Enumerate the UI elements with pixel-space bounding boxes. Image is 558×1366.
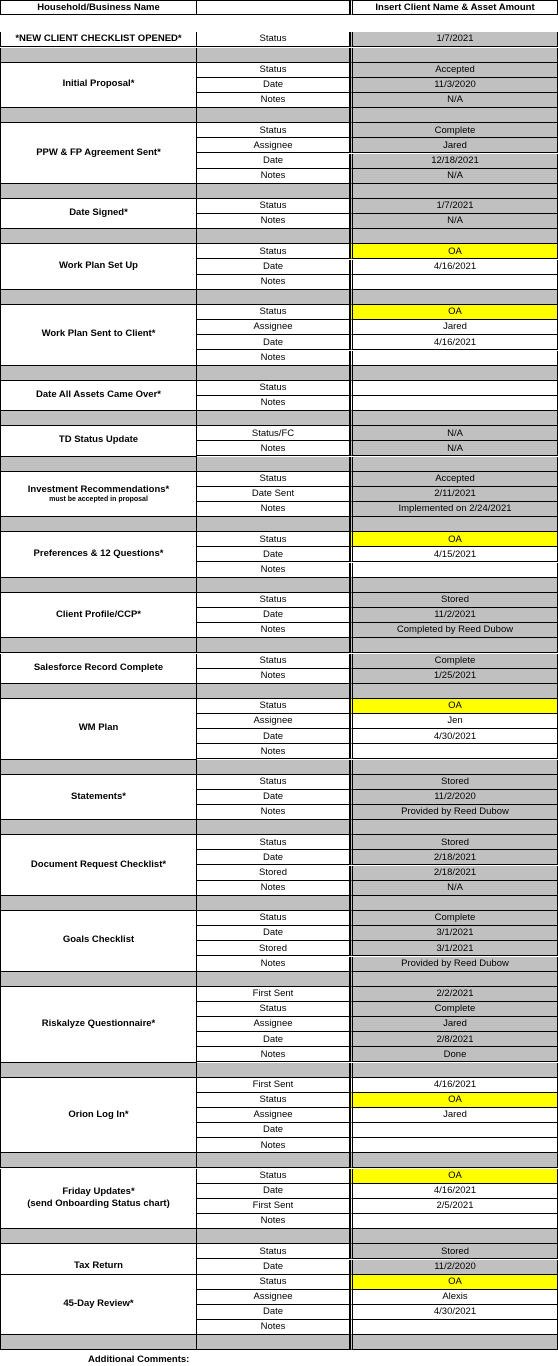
field-name-cell[interactable]: Notes [197, 1320, 350, 1335]
field-value-cell[interactable]: 4/16/2021 [350, 335, 558, 350]
field-value-cell[interactable]: 4/16/2021 [350, 260, 558, 275]
separator-cell [350, 638, 558, 653]
separator-row [0, 638, 558, 653]
separator-row [0, 684, 558, 699]
separator-cell [0, 684, 197, 699]
field-name-cell[interactable]: First Sent [197, 1078, 350, 1093]
field-name-cell[interactable]: Date Sent [197, 487, 350, 502]
field-value-cell[interactable]: Provided by Reed Dubow [350, 957, 558, 972]
field-value-cell[interactable] [350, 563, 558, 578]
field-name-cell[interactable]: Date [197, 1260, 350, 1275]
separator-cell [0, 638, 197, 653]
section-label[interactable] [0, 305, 197, 366]
field-name-cell[interactable]: Date [197, 1032, 350, 1047]
field-name-cell[interactable]: Date [197, 1305, 350, 1320]
checklist-opened-field[interactable]: Status [197, 32, 350, 47]
field-value-cell[interactable]: Stored [350, 1244, 558, 1259]
field-value-cell[interactable]: Completed by Reed Dubow [350, 623, 558, 638]
field-value-cell[interactable]: 1/7/2021 [350, 199, 558, 214]
field-value-cell[interactable]: 4/15/2021 [350, 547, 558, 562]
section-label[interactable] [0, 532, 197, 577]
separator-cell [197, 366, 350, 381]
field-value-cell[interactable]: N/A [350, 93, 558, 108]
field-value-cell[interactable]: 2/2/2021 [350, 987, 558, 1002]
field-name-cell[interactable]: Assignee [197, 138, 350, 153]
field-name-cell[interactable]: First Sent [197, 987, 350, 1002]
separator-cell [0, 411, 197, 426]
section-label[interactable] [0, 1169, 197, 1230]
field-value-cell[interactable]: OA [350, 305, 558, 320]
field-value-cell[interactable]: N/A [350, 426, 558, 441]
field-value-cell[interactable]: Implemented on 2/24/2021 [350, 502, 558, 517]
separator-cell [0, 972, 197, 987]
separator-cell [0, 1229, 197, 1244]
field-value-cell[interactable]: Accepted [350, 472, 558, 487]
field-name-cell[interactable]: Notes [197, 1138, 350, 1153]
separator-cell [0, 760, 197, 775]
header-household-name[interactable]: Household/Business Name [0, 0, 197, 15]
separator-cell [0, 366, 197, 381]
separator-cell [350, 457, 558, 472]
field-name-cell[interactable]: Date [197, 1184, 350, 1199]
checklist-opened-row [0, 32, 558, 47]
field-name-cell[interactable]: Notes [197, 502, 350, 517]
separator-cell [0, 1335, 197, 1350]
separator-row [0, 229, 558, 244]
separator-row [0, 1063, 558, 1078]
separator-cell [0, 457, 197, 472]
separator-cell [350, 578, 558, 593]
field-value-cell[interactable]: 2/18/2021 [350, 866, 558, 881]
field-name-cell[interactable]: Notes [197, 744, 350, 759]
separator-cell [350, 517, 558, 532]
field-value-cell[interactable]: N/A [350, 214, 558, 229]
field-value-cell[interactable] [350, 1138, 558, 1153]
field-name-cell[interactable]: Date [197, 260, 350, 275]
section-title: Riskalyze Questionnaire* [41, 1017, 156, 1029]
field-name-cell[interactable]: Notes [197, 214, 350, 229]
field-value-cell[interactable]: Stored [350, 835, 558, 850]
separator-cell [197, 1063, 350, 1078]
checklist-opened-label[interactable]: *NEW CLIENT CHECKLIST OPENED* [0, 32, 197, 47]
field-value-cell[interactable]: Complete [350, 911, 558, 926]
field-name-cell[interactable]: Date [197, 790, 350, 805]
section-title: Document Request Checklist* [30, 858, 167, 870]
field-value-cell[interactable]: 3/1/2021 [350, 941, 558, 956]
section-label[interactable] [0, 775, 197, 820]
separator-cell [0, 1063, 197, 1078]
section-title: Work Plan Set Up [58, 260, 138, 272]
separator-cell [350, 820, 558, 835]
field-value-cell[interactable]: Done [350, 1047, 558, 1062]
section-title: Statements* [71, 790, 126, 802]
field-name-cell[interactable]: Notes [197, 563, 350, 578]
field-name-cell[interactable]: Status [197, 699, 350, 714]
separator-cell [0, 184, 197, 199]
field-name-cell[interactable]: Status [197, 1275, 350, 1290]
field-value-cell[interactable] [350, 381, 558, 396]
field-name-cell[interactable]: Notes [197, 396, 350, 411]
field-value-cell[interactable]: Jared [350, 1017, 558, 1032]
field-value-cell[interactable]: Provided by Reed Dubow [350, 805, 558, 820]
section-label[interactable] [0, 472, 197, 517]
separator-cell [350, 411, 558, 426]
field-name-cell[interactable]: Status [197, 244, 350, 259]
field-value-cell[interactable]: Jared [350, 138, 558, 153]
field-value-cell[interactable]: 4/16/2021 [350, 1078, 558, 1093]
field-name-cell[interactable]: Status [197, 305, 350, 320]
field-value-cell[interactable]: N/A [350, 441, 558, 456]
field-value-cell[interactable]: OA [350, 1275, 558, 1290]
separator-cell [197, 108, 350, 123]
separator-row [0, 760, 558, 775]
section-label[interactable] [0, 1078, 197, 1154]
field-name-cell[interactable]: Notes [197, 805, 350, 820]
section-label[interactable] [0, 1275, 197, 1336]
separator-cell [0, 820, 197, 835]
separator-cell [197, 229, 350, 244]
field-value-cell[interactable] [350, 275, 558, 290]
field-value-cell[interactable]: N/A [350, 169, 558, 184]
field-value-cell[interactable]: Complete [350, 1002, 558, 1017]
separator-row [0, 820, 558, 835]
field-value-cell[interactable]: OA [350, 1093, 558, 1108]
field-name-cell[interactable]: Notes [197, 275, 350, 290]
section-title: Salesforce Record Complete [33, 661, 164, 673]
field-value-cell[interactable] [350, 744, 558, 759]
field-name-cell[interactable]: Status [197, 775, 350, 790]
field-name-cell[interactable]: Stored [197, 941, 350, 956]
separator-cell [197, 184, 350, 199]
section-label[interactable] [0, 426, 197, 456]
separator-cell [350, 366, 558, 381]
field-value-cell[interactable]: Jared [350, 1108, 558, 1123]
separator-row [0, 290, 558, 305]
section-title: Friday Updates* [62, 1185, 135, 1197]
section-label[interactable] [0, 699, 197, 760]
field-value-cell[interactable]: OA [350, 1169, 558, 1184]
section-subtitle: (send Onboarding Status chart) [27, 1198, 170, 1210]
field-name-cell[interactable]: Assignee [197, 1290, 350, 1305]
field-value-cell[interactable]: OA [350, 244, 558, 259]
separator-cell [0, 517, 197, 532]
separator-cell [197, 1153, 350, 1168]
section-title: Date All Assets Came Over* [36, 389, 161, 401]
separator-cell [0, 108, 197, 123]
separator-row [0, 184, 558, 199]
section-title: Investment Recommendations* [27, 483, 170, 495]
field-value-cell[interactable]: Jared [350, 320, 558, 335]
header-row [0, 0, 558, 15]
field-name-cell[interactable]: Date [197, 154, 350, 169]
separator-cell [350, 1153, 558, 1168]
separator-cell [197, 972, 350, 987]
separator-row [0, 972, 558, 987]
separator-cell [0, 229, 197, 244]
separator-row [0, 48, 558, 63]
separator-cell [197, 760, 350, 775]
separator-cell [197, 1229, 350, 1244]
section-label[interactable] [0, 654, 197, 684]
section-title: Goals Checklist [62, 934, 135, 946]
separator-cell [350, 229, 558, 244]
section-label[interactable] [0, 381, 197, 411]
section-label[interactable] [0, 835, 197, 896]
field-name-cell[interactable]: Assignee [197, 1017, 350, 1032]
field-value-cell[interactable]: OA [350, 532, 558, 547]
field-value-cell[interactable]: 4/16/2021 [350, 1184, 558, 1199]
separator-cell [350, 184, 558, 199]
separator-cell [350, 1335, 558, 1350]
field-value-cell[interactable]: 2/5/2021 [350, 1199, 558, 1214]
separator-row [0, 108, 558, 123]
separator-cell [350, 896, 558, 911]
field-name-cell[interactable]: Notes [197, 623, 350, 638]
separator-cell [350, 972, 558, 987]
field-name-cell[interactable]: Notes [197, 351, 350, 366]
checklist-opened-value[interactable]: 1/7/2021 [350, 32, 558, 47]
field-value-cell[interactable]: N/A [350, 881, 558, 896]
field-name-cell[interactable]: Date [197, 729, 350, 744]
separator-row [0, 1335, 558, 1350]
separator-cell [0, 290, 197, 305]
section-label[interactable] [0, 63, 197, 108]
field-value-cell[interactable] [350, 396, 558, 411]
field-value-cell[interactable]: 4/30/2021 [350, 729, 558, 744]
field-name-cell[interactable]: Date [197, 926, 350, 941]
separator-cell [0, 578, 197, 593]
separator-cell [0, 896, 197, 911]
field-name-cell[interactable]: Status [197, 911, 350, 926]
field-value-cell[interactable]: 11/2/2021 [350, 608, 558, 623]
field-name-cell[interactable]: Status [197, 123, 350, 138]
field-name-cell[interactable]: Notes [197, 669, 350, 684]
field-name-cell[interactable]: Date [197, 608, 350, 623]
section-label[interactable] [0, 1244, 197, 1274]
section-title: Initial Proposal* [62, 78, 135, 90]
field-value-cell[interactable]: OA [350, 699, 558, 714]
separator-cell [197, 457, 350, 472]
field-value-cell[interactable]: Stored [350, 593, 558, 608]
separator-row [0, 457, 558, 472]
section-label[interactable] [0, 987, 197, 1063]
section-title: Preferences & 12 Questions* [33, 548, 164, 560]
field-name-cell[interactable]: Status [197, 654, 350, 669]
section-title: Work Plan Sent to Client* [41, 328, 156, 340]
separator-cell [197, 684, 350, 699]
section-label[interactable] [0, 593, 197, 638]
separator-cell [197, 578, 350, 593]
field-value-cell[interactable]: 2/8/2021 [350, 1032, 558, 1047]
field-name-cell[interactable]: Status [197, 472, 350, 487]
field-name-cell[interactable]: Notes [197, 1047, 350, 1062]
separator-cell [350, 684, 558, 699]
separator-row [0, 517, 558, 532]
field-value-cell[interactable]: Complete [350, 654, 558, 669]
field-value-cell[interactable]: 2/18/2021 [350, 850, 558, 865]
field-name-cell[interactable]: Status [197, 835, 350, 850]
separator-cell [350, 290, 558, 305]
separator-cell [197, 517, 350, 532]
section-label[interactable] [0, 911, 197, 972]
field-name-cell[interactable]: Status [197, 199, 350, 214]
field-value-cell[interactable]: Accepted [350, 63, 558, 78]
field-name-cell[interactable]: Date [197, 78, 350, 93]
separator-row [0, 1229, 558, 1244]
field-name-cell[interactable]: Status [197, 63, 350, 78]
additional-comments-label: Additional Comments: [88, 1354, 190, 1365]
field-value-cell[interactable]: Stored [350, 775, 558, 790]
field-value-cell[interactable] [350, 1214, 558, 1229]
field-value-cell[interactable]: Alexis [350, 1290, 558, 1305]
section-title: 45-Day Review* [63, 1298, 134, 1310]
field-name-cell[interactable]: Notes [197, 441, 350, 456]
section-subtitle: must be accepted in proposal [49, 496, 148, 504]
separator-row [0, 578, 558, 593]
field-name-cell[interactable]: Notes [197, 93, 350, 108]
separator-cell [350, 48, 558, 63]
field-value-cell[interactable] [350, 351, 558, 366]
separator-cell [197, 896, 350, 911]
field-name-cell[interactable]: Assignee [197, 1108, 350, 1123]
separator-cell [350, 1229, 558, 1244]
separator-row [0, 896, 558, 911]
separator-cell [350, 760, 558, 775]
field-name-cell[interactable]: Status [197, 1244, 350, 1259]
separator-row [0, 411, 558, 426]
field-name-cell[interactable]: Date [197, 850, 350, 865]
separator-cell [197, 638, 350, 653]
separator-cell [0, 1153, 197, 1168]
field-name-cell[interactable]: Date [197, 1123, 350, 1138]
field-name-cell[interactable]: Date [197, 335, 350, 350]
field-value-cell[interactable]: 3/1/2021 [350, 926, 558, 941]
separator-cell [197, 411, 350, 426]
field-name-cell[interactable]: Status [197, 1093, 350, 1108]
field-value-cell[interactable]: Jen [350, 714, 558, 729]
field-name-cell[interactable]: Status [197, 381, 350, 396]
field-name-cell[interactable]: Assignee [197, 320, 350, 335]
header-blank-cell[interactable] [197, 0, 350, 15]
field-name-cell[interactable]: Notes [197, 957, 350, 972]
separator-cell [350, 108, 558, 123]
field-value-cell[interactable]: 2/11/2021 [350, 487, 558, 502]
field-value-cell[interactable]: 11/2/2020 [350, 1260, 558, 1275]
section-title: WM Plan [78, 722, 119, 734]
field-name-cell[interactable]: Date [197, 547, 350, 562]
field-name-cell[interactable]: Status [197, 1169, 350, 1184]
field-value-cell[interactable] [350, 1320, 558, 1335]
field-value-cell[interactable] [350, 1123, 558, 1138]
separator-cell [197, 820, 350, 835]
separator-cell [0, 48, 197, 63]
section-title: Tax Return [74, 1259, 123, 1271]
separator-cell [197, 290, 350, 305]
separator-row [0, 1153, 558, 1168]
field-name-cell[interactable]: Status [197, 1002, 350, 1017]
field-name-cell[interactable]: Status/FC [197, 426, 350, 441]
separator-row [0, 366, 558, 381]
section-title: Date Signed* [69, 207, 128, 219]
separator-cell [197, 48, 350, 63]
header-client-name-asset[interactable]: Insert Client Name & Asset Amount [350, 0, 558, 15]
field-name-cell[interactable]: First Sent [197, 1199, 350, 1214]
section-label[interactable] [0, 199, 197, 229]
field-name-cell[interactable]: Status [197, 593, 350, 608]
field-name-cell[interactable]: Notes [197, 1214, 350, 1229]
field-value-cell[interactable]: Complete [350, 123, 558, 138]
section-title: PPW & FP Agreement Sent* [36, 146, 161, 158]
separator-cell [197, 1335, 350, 1350]
field-value-cell[interactable]: 4/30/2021 [350, 1305, 558, 1320]
field-name-cell[interactable]: Status [197, 532, 350, 547]
field-name-cell[interactable]: Notes [197, 169, 350, 184]
field-value-cell[interactable]: 12/18/2021 [350, 154, 558, 169]
section-label[interactable] [0, 244, 197, 289]
separator-cell [350, 1063, 558, 1078]
field-value-cell[interactable]: 1/25/2021 [350, 669, 558, 684]
field-name-cell[interactable]: Assignee [197, 714, 350, 729]
field-value-cell[interactable]: 11/3/2020 [350, 78, 558, 93]
section-title: Client Profile/CCP* [56, 608, 141, 620]
section-title: TD Status Update [58, 434, 139, 446]
field-value-cell[interactable]: 11/2/2020 [350, 790, 558, 805]
field-name-cell[interactable]: Stored [197, 866, 350, 881]
section-title: Orion Log In* [68, 1108, 129, 1120]
field-name-cell[interactable]: Notes [197, 881, 350, 896]
section-label[interactable] [0, 123, 197, 184]
